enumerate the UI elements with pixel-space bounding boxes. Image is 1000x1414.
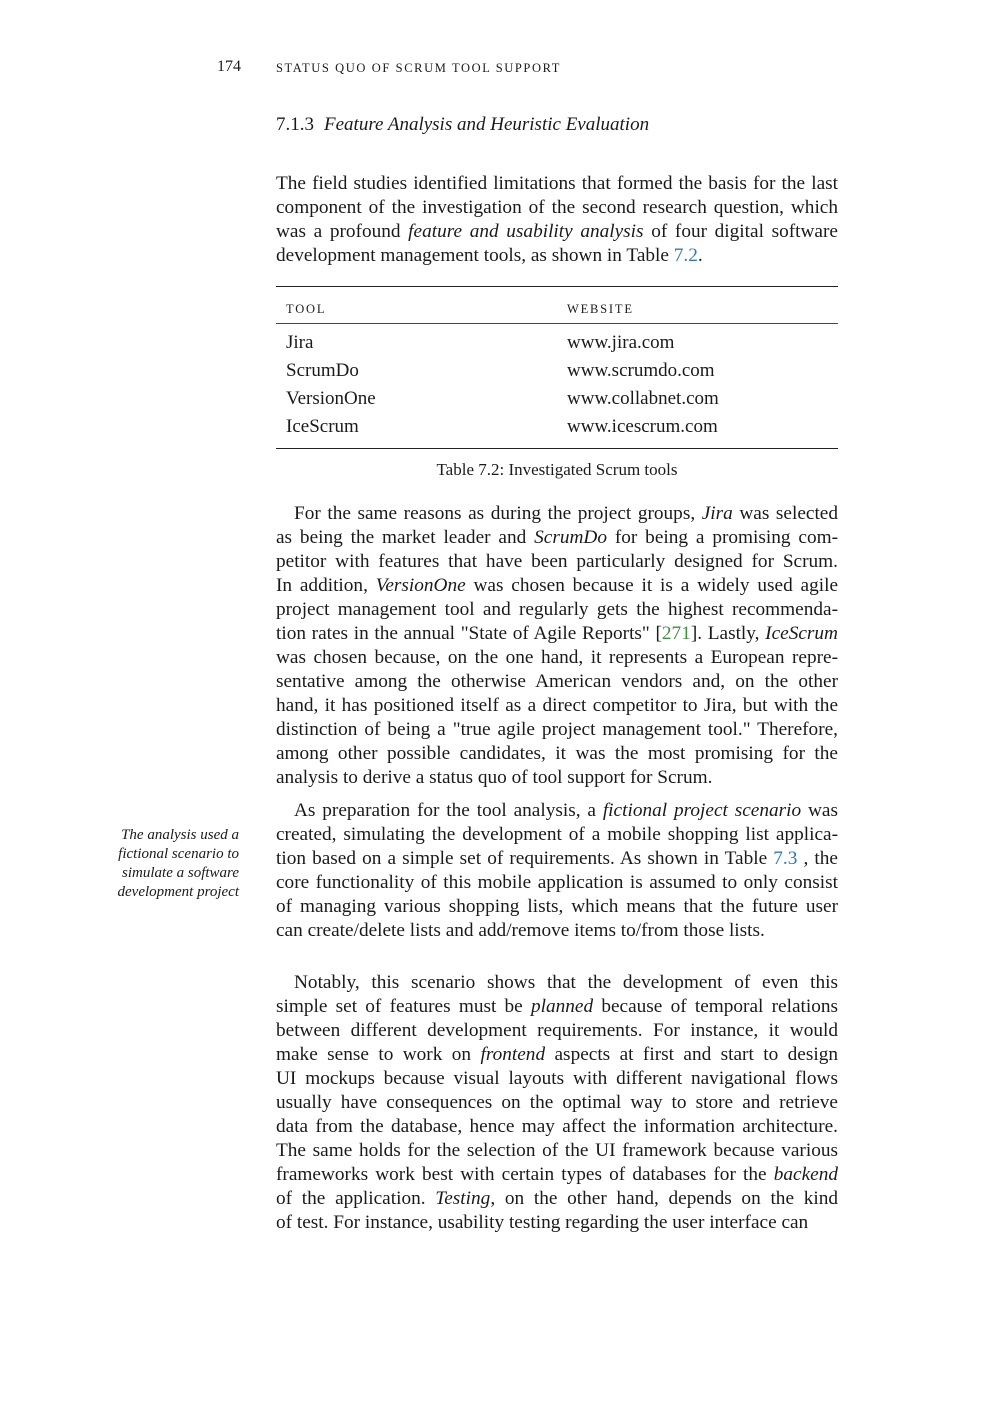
text-run: distinction of being a "true agile project management tool." Therefore, xyxy=(276,719,838,740)
text-line xyxy=(276,823,838,847)
citation-link[interactable]: 271 xyxy=(661,623,691,644)
text-run: was selected xyxy=(732,503,838,524)
text-run: was a profound xyxy=(276,221,409,242)
text-run: can create/delete lists and add/remove items to/from those lists. xyxy=(276,920,765,941)
text-run: frameworks work best with certain types of databases for the xyxy=(276,1164,774,1185)
text-run: As preparation for the tool analysis, a xyxy=(294,800,603,821)
text-line xyxy=(276,1187,838,1211)
text-run: created, simulating the development of a mobile shopping list applica- xyxy=(276,824,838,845)
text-run: tion based on a simple set of requirements. As shown in Table xyxy=(276,848,774,869)
text-line xyxy=(276,919,838,943)
text-line xyxy=(276,550,838,574)
text-run: hand, it has positioned itself as a direct competitor to Jira, but with the xyxy=(276,695,838,716)
text-line xyxy=(276,1211,838,1235)
margin-note-line: fictional scenario to xyxy=(118,846,239,862)
section-number: 7.1.3 xyxy=(276,114,314,135)
text-run: make sense to work on xyxy=(276,1044,481,1065)
paragraph xyxy=(276,971,838,1235)
emphasis-text: Testing xyxy=(435,1188,491,1209)
emphasis-text: planned xyxy=(530,996,594,1017)
emphasis-text: frontend xyxy=(480,1044,546,1065)
text-run: between different development requirements. For instance, it would xyxy=(276,1020,838,1041)
margin-note-line: simulate a software xyxy=(122,865,239,881)
table-reference-link[interactable]: 7.2 xyxy=(673,245,698,266)
text-run: component of the investigation of the second research question, which xyxy=(276,197,838,218)
tools-table xyxy=(276,286,838,449)
text-line xyxy=(276,244,838,268)
text-run: of the application. xyxy=(276,1188,436,1209)
tool-website: www.icescrum.com xyxy=(567,416,718,437)
text-run: for being a promising com- xyxy=(606,527,838,548)
text-line xyxy=(276,1115,838,1139)
text-line xyxy=(276,196,838,220)
text-line xyxy=(276,742,838,766)
text-line xyxy=(276,799,838,823)
text-run: ]. Lastly, xyxy=(690,623,766,644)
text-run: among other possible candidates, it was the most promising for the xyxy=(276,743,838,764)
table-caption: Table 7.2: Investigated Scrum tools xyxy=(436,460,678,479)
text-run: petitor with features that have been particularly designed for Scrum. xyxy=(276,551,838,572)
table-row xyxy=(276,332,838,360)
text-run: development management tools, as shown in Table xyxy=(276,245,674,266)
text-run: as being the market leader and xyxy=(276,527,535,548)
tool-name: ScrumDo xyxy=(286,360,359,381)
text-run: tion rates in the annual "State of Agile Reports" [ xyxy=(276,623,662,644)
text-run: project management tool and regularly gets the highest recommenda- xyxy=(276,599,838,620)
table-reference-link[interactable]: 7.3 xyxy=(773,848,798,869)
margin-note xyxy=(90,826,239,902)
text-line xyxy=(276,670,838,694)
paragraph xyxy=(276,502,838,790)
text-run: core functionality of this mobile application is assumed to only consist xyxy=(276,872,838,893)
text-line xyxy=(276,995,838,1019)
tool-name: IceScrum xyxy=(286,416,359,437)
text-line xyxy=(276,971,838,995)
margin-note-line: development project xyxy=(117,884,239,900)
text-run: . xyxy=(697,245,703,266)
text-run: of test. For instance, usability testing regarding the user interface can xyxy=(276,1212,809,1233)
paragraph xyxy=(276,172,838,268)
emphasis-text: fictional project scenario xyxy=(602,800,802,821)
emphasis-text: ScrumDo xyxy=(534,527,607,548)
text-line xyxy=(276,1019,838,1043)
tool-website: www.scrumdo.com xyxy=(567,360,715,381)
text-line xyxy=(276,766,838,790)
section-heading xyxy=(276,114,649,136)
tool-website: www.collabnet.com xyxy=(567,388,719,409)
text-run: sentative among the otherwise American vendors and, on the other xyxy=(276,671,838,692)
text-run: aspects at first and start to design xyxy=(545,1044,838,1065)
margin-note-line: The analysis used a xyxy=(121,827,239,843)
text-run: of managing various shopping lists, which means that the future user xyxy=(276,896,838,917)
header-website: WEBSITE xyxy=(567,302,634,316)
table-row xyxy=(276,360,838,388)
text-run: In addition, xyxy=(276,575,376,596)
text-run: , on the other hand, depends on the kind xyxy=(490,1188,839,1209)
emphasis-text: VersionOne xyxy=(375,575,466,596)
paragraph xyxy=(276,799,838,943)
text-line xyxy=(276,1163,838,1187)
text-line xyxy=(276,172,838,196)
table-bottom-rule xyxy=(276,448,838,449)
text-line xyxy=(276,871,838,895)
text-line xyxy=(276,598,838,622)
tool-name: VersionOne xyxy=(286,388,376,409)
text-run: For the same reasons as during the project groups, xyxy=(294,503,702,524)
text-line xyxy=(276,718,838,742)
section-title: Feature Analysis and Heuristic Evaluation xyxy=(324,114,650,135)
text-run: of four digital software xyxy=(643,221,838,242)
text-run: was xyxy=(801,800,838,821)
table-header-row xyxy=(276,287,838,323)
running-header: STATUS QUO OF SCRUM TOOL SUPPORT xyxy=(276,61,562,75)
table-row xyxy=(276,416,838,444)
text-line xyxy=(276,502,838,526)
text-line xyxy=(276,1043,838,1067)
text-run: was chosen because, on the one hand, it represents a European repre- xyxy=(276,647,838,668)
text-line xyxy=(276,1139,838,1163)
text-line xyxy=(276,1067,838,1091)
text-run: The field studies identified limitations that formed the basis for the last xyxy=(276,173,838,194)
text-run: Notably, this scenario shows that the development of even this xyxy=(294,972,838,993)
text-run: was chosen because it is a widely used agile xyxy=(465,575,838,596)
emphasis-text: feature and usability analysis xyxy=(408,221,644,242)
text-run: simple set of features must be xyxy=(276,996,531,1017)
emphasis-text: backend xyxy=(773,1164,838,1185)
text-run: , the xyxy=(797,848,838,869)
text-line xyxy=(276,1091,838,1115)
text-line xyxy=(276,895,838,919)
header-tool: TOOL xyxy=(286,302,327,316)
text-line xyxy=(276,847,838,871)
text-run: data from the database, hence may affect the information architecture. xyxy=(276,1116,838,1137)
text-run: because of temporal relations xyxy=(593,996,838,1017)
emphasis-text: IceScrum xyxy=(765,623,838,644)
text-line xyxy=(276,574,838,598)
text-run: The same holds for the selection of the UI framework because various xyxy=(276,1140,838,1161)
tool-website: www.jira.com xyxy=(567,332,675,353)
text-line xyxy=(276,622,838,646)
page-number: 174 xyxy=(217,58,241,75)
text-line xyxy=(276,220,838,244)
text-run: UI mockups because visual layouts with different navigational flows xyxy=(276,1068,838,1089)
text-run: usually have consequences on the optimal way to store and retrieve xyxy=(276,1092,838,1113)
text-line xyxy=(276,694,838,718)
text-run: analysis to derive a status quo of tool support for Scrum. xyxy=(276,767,713,788)
text-line xyxy=(276,526,838,550)
table-row xyxy=(276,388,838,416)
tool-name: Jira xyxy=(286,332,314,353)
emphasis-text: Jira xyxy=(701,503,733,524)
text-line xyxy=(276,646,838,670)
